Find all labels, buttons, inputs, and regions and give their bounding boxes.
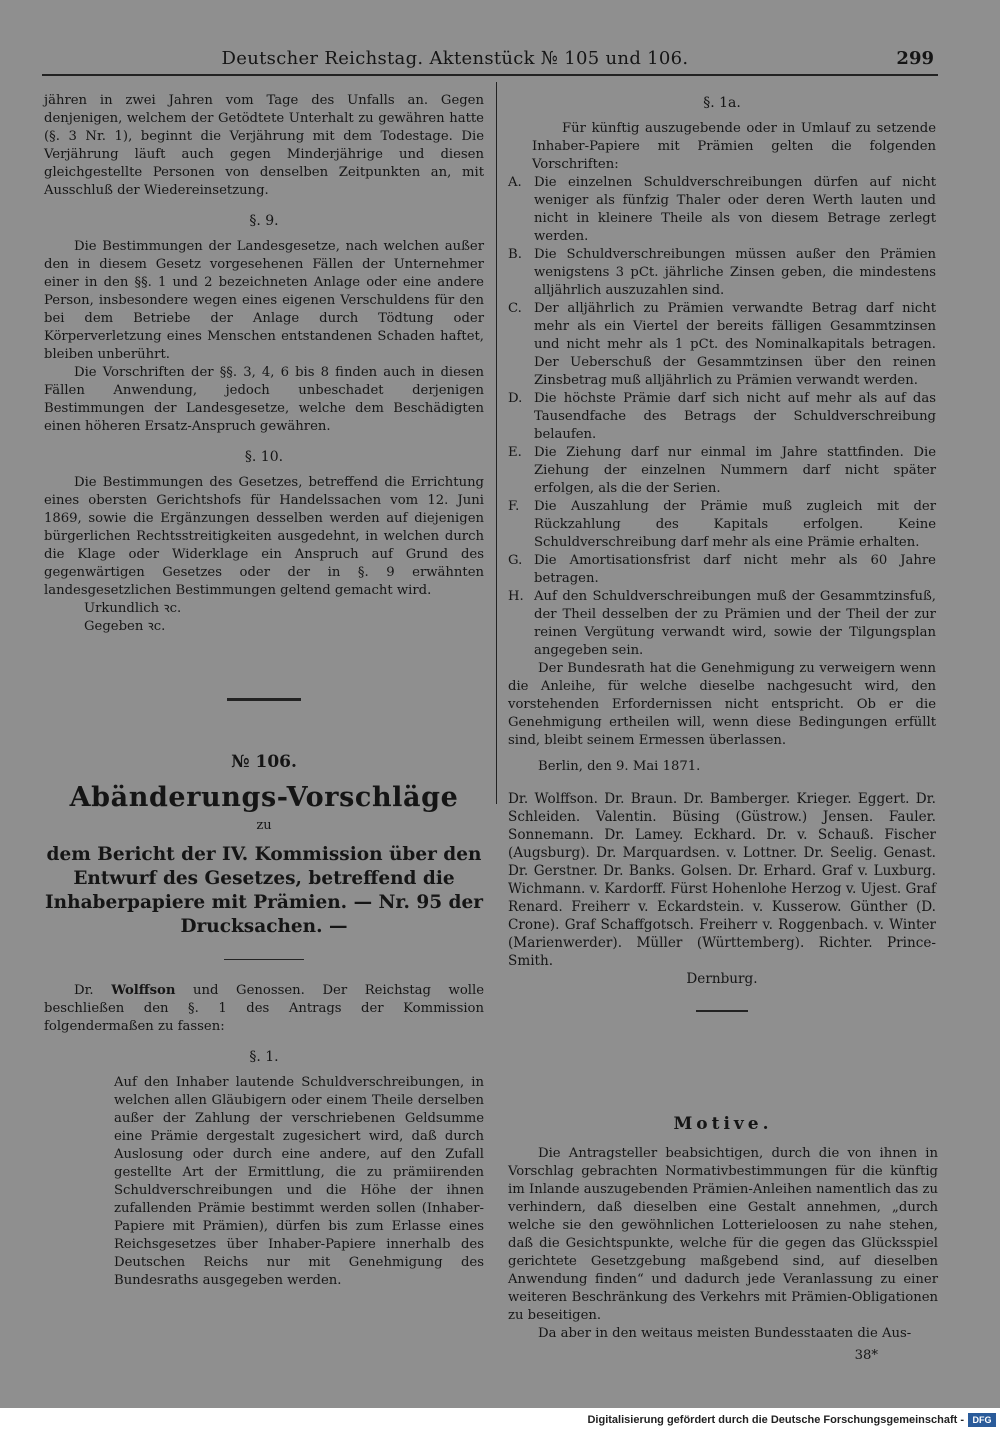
- intro-paragraph: jähren in zwei Jahren vom Tage des Unfalls an. Gegen denjenigen, welchem der Getödtete Unterhalt zu gewähren hatte (§. 3 Nr. 1), beginnt die Verjährung mit dem Todestage. Die Verjährung läuft auch gegen Minderjährige und diesen gleichgestellte Personen von denselben Zeitpunkten an, mit Ausschluß der Wiedereinsetzung.: [44, 93, 484, 198]
- dfg-logo: DFG: [968, 1413, 996, 1427]
- provision-item: [508, 588, 936, 660]
- section-1a-heading: §. 1a.: [703, 95, 741, 111]
- section-1-heading: §. 1.: [249, 1049, 279, 1065]
- page-header: [40, 44, 940, 74]
- motion-paragraph: [44, 982, 484, 1036]
- section-9-heading: §. 9.: [249, 213, 279, 229]
- place-date: Berlin, den 9. Mai 1871.: [538, 759, 701, 774]
- section-1-text: Auf den Inhaber lautende Schuldverschreibungen, in welchen allen Gläubigern oder einem Theile derselben außer der Zahlung der verschriebenen Geldsumme eine Prämie dergestalt zugesichert wird, daß durch Auslosung oder durch eine andere, auf den Zufall gestellte Art der Ermittlung, die zu prämiirenden Schuldverschreibungen und die Höhe der ihnen zufallenden Prämie bestimmt werden sollen (Inhaber-Papiere mit Prämien), dürfen bis zum Erlasse eines Reichsgesetzes über Inhaber-Papiere innerhalb des Deutschen Reichs nur mit Genehmigung des Bundesraths ausgegeben werden.: [114, 1075, 484, 1288]
- closing-gegeben: Gegeben ꝛc.: [84, 619, 166, 634]
- separator-rule-right: [696, 1010, 748, 1012]
- title-connector: zu: [256, 818, 272, 833]
- left-column: [44, 92, 484, 1290]
- document-number: № 106.: [231, 752, 297, 772]
- item-text: Die Ziehung darf nur einmal im Jahre stattfinden. Die Ziehung der einzelnen Nummern darf nicht später erfolgen, als die der Serien.: [534, 445, 936, 496]
- motion-prefix: Dr.: [74, 983, 112, 998]
- right-column: [508, 92, 936, 1038]
- item-text: Der alljährlich zu Prämien verwandte Betrag darf nicht mehr als ein Viertel der bereits fälligen Gesammtzinsen und nicht mehr als 1 pCt. des Nominalkapitals betragen. Der Ueberschuß der Gesammtzinsen über den reinen Zinsbetrag muß alljährlich zu Prämien verwandt werden.: [534, 301, 936, 388]
- motive-heading: Motive.: [673, 1114, 773, 1134]
- running-title: Deutscher Reichstag. Aktenstück № 105 und 106.: [221, 48, 689, 69]
- item-letter: E.: [508, 445, 522, 460]
- item-text: Auf den Schuldverschreibungen muß der Gesammtzinsfuß, der Theil desselben der zu Prämien und der Theil der zur reinen Vergütung verwandt wird, sowie der Tilgungsplan angegeben sein.: [534, 589, 936, 658]
- item-letter: G.: [508, 553, 523, 568]
- item-text: Die Auszahlung der Prämie muß zugleich mit der Rückzahlung des Kapitals erfolgen. Keine Schuldverschreibung darf mehr als eine Prämie erhalten.: [534, 499, 936, 550]
- provision-item: [508, 390, 936, 444]
- item-letter: H.: [508, 589, 524, 604]
- signatories: [508, 790, 936, 988]
- motion-rest: und Genossen. Der Reichstag wolle beschließen den §. 1 des Antrags der Kommission folgendermaßen zu fassen:: [44, 983, 485, 1034]
- section-9-paragraph-2: Die Vorschriften der §§. 3, 4, 6 bis 8 finden auch in diesen Fällen Anwendung, jedoch unbeschadet derjenigen Bestimmungen der Landesgesetze, welche dem Beschädigten einen höheren Ersatz-Anspruch gewähren.: [44, 365, 484, 434]
- subtitle-rule: [224, 959, 304, 960]
- motion-name: Wolffson: [111, 983, 176, 998]
- item-text: Die einzelnen Schuldverschreibungen dürfen auf nicht weniger als fünfzig Thaler oder deren Werth lauten und nicht in kleinere Theile als von diesem Betrage zerlegt werden.: [534, 175, 936, 244]
- column-divider: [496, 82, 497, 804]
- separator-rule: [227, 698, 301, 701]
- item-text: Die Amortisationsfrist darf nicht mehr als 60 Jahre betragen.: [534, 553, 936, 586]
- bundesrath-paragraph: Der Bundesrath hat die Genehmigung zu verweigern wenn die Anleihe, für welche dieselbe nachgesucht wird, den vorstehenden Erfordernissen nicht entspricht. Ob er die Genehmigung ertheilen will, wenn diese Bedingungen erfüllt sind, bleibt seinem Ermessen überlassen.: [508, 661, 936, 748]
- section-1a-intro: Für künftig auszugebende oder in Umlauf zu setzende Inhaber-Papiere mit Prämien gelten die folgenden Vorschriften:: [532, 121, 936, 172]
- provision-item: [508, 300, 936, 390]
- header-rule: [42, 74, 938, 76]
- item-text: Die höchste Prämie darf sich nicht auf mehr als auf das Tausendfache des Betrags der Schuldverschreibung belaufen.: [534, 391, 936, 442]
- provision-item: [508, 444, 936, 498]
- signatory-last: Dernburg.: [686, 971, 758, 987]
- page-number: 299: [896, 48, 934, 69]
- signature-mark: 38*: [854, 1348, 878, 1363]
- section-10-heading: §. 10.: [244, 449, 284, 465]
- signatory-list: Dr. Wolffson. Dr. Braun. Dr. Bamberger. Krieger. Eggert. Dr. Schleiden. Valentin. Büsing (Güstrow.) Jensen. Fauler. Sonnemann. Dr. Lamey. Eckhard. Dr. v. Schauß. Fischer (Augsburg). Dr. Marquardsen. v. Lottner. Dr. Seelig. Genast. Dr. Gerstner. Dr. Banks. Golsen. Dr. Erhard. Graf v. Luxburg. Wichmann. v. Kardorff. Fürst Hohenlohe Herzog v. Ujest. Graf Renard. Freiherr v. Eckardstein. v. Kusserow. Günther (D. Crone). Graf Schaffgotsch. Freiherr v. Roggenbach. v. Winter (Marienwerder). Müller (Württemberg). Richter. Prince-Smith.: [508, 791, 936, 969]
- item-text: Die Schuldverschreibungen müssen außer den Prämien wenigstens 3 pCt. jährliche Zinsen geben, die mindestens alljährlich auszuzahlen sind.: [534, 247, 936, 298]
- section-9-paragraph-1: Die Bestimmungen der Landesgesetze, nach welchen außer den in diesem Gesetz vorgesehenen Fällen der Unternehmer einer in den §§. 1 und 2 bezeichneten Anlage oder eine andere Person, insbesondere wegen eines eigenen Verschuldens für den bei dem Betriebe der Anlage durch Tödtung oder Körperverletzung eines Menschen entstandenen Schaden haftet, bleiben unberührt.: [44, 239, 484, 362]
- motive-paragraph-1: Die Antragsteller beabsichtigen, durch die von ihnen in Vorschlag gebrachten Normativbestimmungen für die künftig im Inlande auszugebenden Prämien-Anleihen namentlich das zu verhindern, daß dieselben eine Gestalt annehmen, „durch welche sie den gewöhnlichen Lotterieloosen zu nahe stehen, daß die Gesichtspunkte, welche für die gegen das Glücksspiel gerichtete Gesetzgebung maßgebend sind, auf dieselben Anwendung finden“ und dadurch jede Veranlassung zu einer weiteren Beschränkung des Verkehrs mit Prämien-Obligationen zu beseitigen.: [508, 1146, 938, 1323]
- item-letter: D.: [508, 391, 523, 406]
- digitization-credit: Digitalisierung gefördert durch die Deutsche Forschungsgemeinschaft -: [587, 1414, 964, 1426]
- document-subtitle: dem Bericht der IV. Kommission über den Entwurf des Gesetzes, betreffend die Inhaberpapiere mit Prämien. — Nr. 95 der Drucksachen. —: [45, 844, 483, 937]
- document-title: Abänderungs-Vorschläge: [69, 782, 459, 813]
- item-letter: B.: [508, 247, 522, 262]
- footer-bar: [0, 1408, 1000, 1432]
- section-10-paragraph: Die Bestimmungen des Gesetzes, betreffend die Errichtung eines obersten Gerichtshofs für Handelssachen vom 12. Juni 1869, sowie die Ergänzungen desselben werden auf diejenigen bürgerlichen Rechtsstreitigkeiten ausgedehnt, in welchen durch die Klage oder Widerklage ein Anspruch auf Grund des gegenwärtigen Gesetzes oder der in §. 9 erwähnten landesgesetzlichen Bestimmungen geltend gemacht wird.: [44, 475, 484, 598]
- provision-item: [508, 174, 936, 246]
- item-letter: F.: [508, 499, 520, 514]
- motive-paragraph-2: Da aber in den weitaus meisten Bundesstaaten die Aus-: [538, 1326, 912, 1341]
- item-letter: A.: [508, 175, 522, 190]
- motive-section: [508, 1115, 938, 1365]
- provision-item: [508, 246, 936, 300]
- provision-item: [508, 498, 936, 552]
- item-letter: C.: [508, 301, 522, 316]
- closing-urkundlich: Urkundlich ꝛc.: [84, 601, 182, 616]
- provision-item: [508, 552, 936, 588]
